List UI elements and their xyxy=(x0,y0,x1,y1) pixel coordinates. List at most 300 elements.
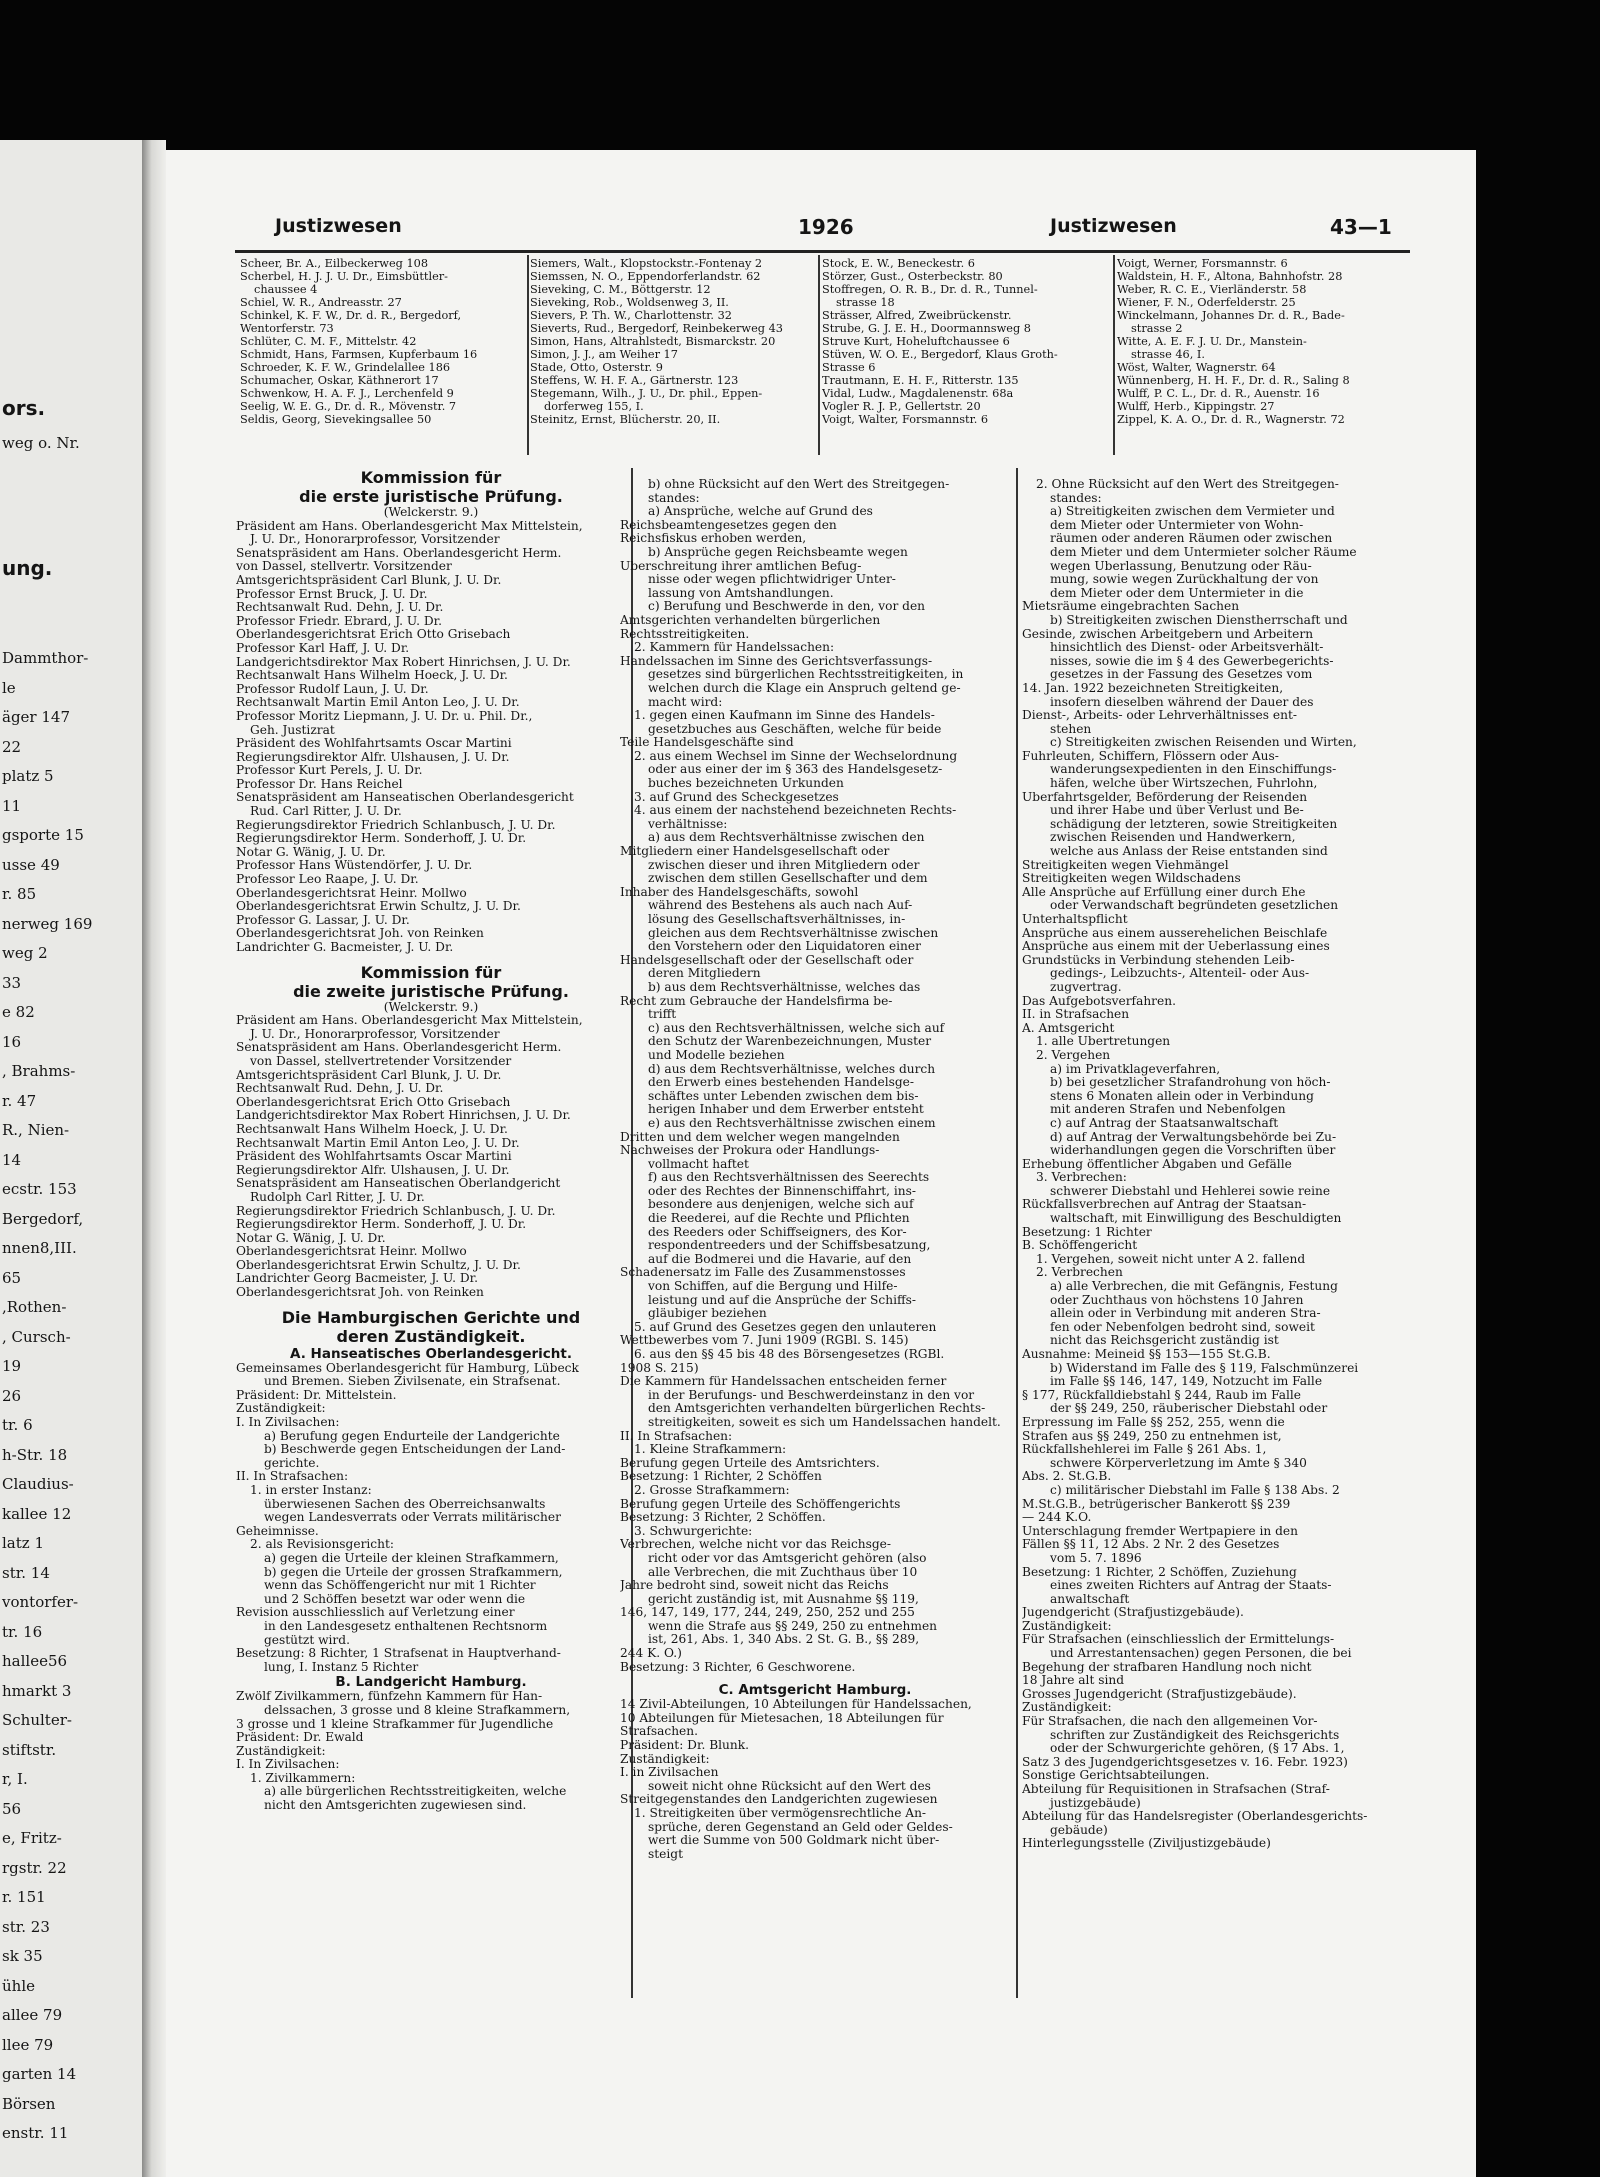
text-line: welchen durch die Klage ein Anspruch geltend ge- xyxy=(648,681,961,695)
text-line: Erpressung im Falle §§ 252, 255, wenn die xyxy=(1022,1415,1285,1429)
text-line: Zuständigkeit: xyxy=(1022,1619,1112,1633)
text-line: Grosses Jugendgericht (Strafjustizgebäude). xyxy=(1022,1687,1297,1701)
text-line: II. in Strafsachen xyxy=(1022,1008,1130,1022)
text-line: b) bei gesetzlicher Strafandrohung von höch- xyxy=(1050,1076,1331,1090)
text-line: vollmacht haftet xyxy=(648,1157,749,1171)
text-line: 3 grosse und 1 kleine Strafkammer für Jugendliche xyxy=(236,1717,554,1731)
scan-border-right xyxy=(1476,150,1600,2177)
member-entry: Senatspräsident am Hanseatischen Oberlandesgericht xyxy=(236,791,574,805)
directory-entry: Stade, Otto, Osterstr. 9 xyxy=(530,361,663,374)
text-line: b) aus dem Rechtsverhältnisse, welches das xyxy=(648,980,921,994)
member-entry: Professor Moritz Liepmann, J. U. Dr. u. Phil. Dr., xyxy=(236,709,533,723)
text-line: 18 Jahre alt sind xyxy=(1022,1674,1125,1688)
text-line: Unterschlagung fremder Wertpapiere in den xyxy=(1022,1524,1298,1538)
previous-page-fragment: 16 xyxy=(2,1032,22,1051)
text-line: standes: xyxy=(1050,491,1102,505)
header-left-title: Justizwesen xyxy=(275,215,402,237)
section-heading: Kommission für xyxy=(360,962,502,982)
directory-entry: Schinkel, K. F. W., Dr. d. R., Bergedorf, xyxy=(240,309,462,322)
text-line: standes: xyxy=(648,491,700,505)
text-line: mit anderen Strafen und Nebenfolgen xyxy=(1050,1103,1286,1117)
text-line: wegen Überlassung, Benutzung oder Räu- xyxy=(1050,559,1312,573)
text-line: besondere aus denjenigen, welche sich auf xyxy=(648,1198,914,1212)
text-line: nicht den Amtsgerichten zugewiesen sind. xyxy=(264,1799,527,1813)
text-line: häfen, welche über Wirtszechen, Fuhrlohn, xyxy=(1050,777,1318,791)
text-line: 1. alle Übertretungen xyxy=(1036,1035,1171,1049)
directory-entry: Seelig, W. E. G., Dr. d. R., Mövenstr. 7 xyxy=(240,400,457,413)
directory-entry: Sieveking, Rob., Woldsenweg 3, II. xyxy=(530,296,729,309)
directory-entry: Seldis, Georg, Sievekingsallee 50 xyxy=(240,413,432,426)
text-line: a) gegen die Urteile der kleinen Strafkammern, xyxy=(264,1551,559,1565)
text-line: nisse oder wegen pflichtwidriger Unter- xyxy=(648,573,896,587)
member-entry: Landgerichtsdirektor Max Robert Hinrichsen, J. U. Dr. xyxy=(236,1109,571,1123)
directory-entry: Siemers, Walt., Klopstockstr.-Fontenay 2 xyxy=(530,257,763,270)
text-line: oder Zuchthaus von höchstens 10 Jahren xyxy=(1050,1293,1304,1307)
member-entry: Oberlandesgerichtsrat Erwin Schultz, J. U. Dr. xyxy=(236,900,521,914)
text-line: gericht zuständig ist, mit Ausnahme §§ 119, xyxy=(648,1592,919,1606)
previous-page-fragment: kallee 12 xyxy=(2,1504,72,1523)
member-entry: Oberlandesgerichtsrat Erich Otto Grisebach xyxy=(236,628,511,642)
text-line: lassung von Amtshandlungen. xyxy=(648,586,834,600)
text-line: Präsident: Dr. Blunk. xyxy=(620,1739,750,1753)
member-entry: Präsident des Wohlfahrtsamts Oscar Martini xyxy=(236,737,512,751)
text-line: a) alle bürgerlichen Rechtsstreitigkeiten, welche xyxy=(264,1785,567,1799)
member-entry: J. U. Dr., Honorarprofessor, Vorsitzender xyxy=(250,533,500,547)
text-line: II. In Strafsachen: xyxy=(236,1470,349,1484)
text-line: Dienst-, Arbeits- oder Lehrverhältnisses ent- xyxy=(1022,709,1297,723)
section-address: (Welckerstr. 9.) xyxy=(383,1000,479,1014)
directory-entry: strasse 18 xyxy=(836,296,895,309)
member-entry: Professor G. Lassar, J. U. Dr. xyxy=(236,913,410,927)
book-gutter xyxy=(142,140,166,2177)
text-line: Reichsfiskus erhoben werden, xyxy=(620,532,807,546)
previous-page-fragment: ühle xyxy=(2,1976,35,1995)
previous-page-fragment: , Brahms- xyxy=(2,1062,76,1080)
member-entry: Professor Kurt Perels, J. U. Dr. xyxy=(236,764,423,778)
text-line: die Reederei, auf die Rechte und Pflichten xyxy=(648,1212,910,1226)
previous-page-fragment: 11 xyxy=(2,796,22,815)
member-entry: Amtsgerichtspräsident Carl Blunk, J. U. Dr. xyxy=(236,573,502,587)
text-line: Rückfallshehlerei im Falle § 261 Abs. 1, xyxy=(1022,1443,1267,1457)
directory-entry: Vogler R. J. P., Gellertstr. 20 xyxy=(822,400,981,413)
member-entry: Geh. Justizrat xyxy=(250,723,335,737)
directory-entry: Simon, Hans, Altrahlstedt, Bismarckstr. 20 xyxy=(530,335,776,348)
directory-entry: Simon, J. J., am Weiher 17 xyxy=(530,348,678,361)
text-line: Amtsgerichten verhandelten bürgerlichen xyxy=(620,613,881,627)
text-line: 2. als Revisionsgericht: xyxy=(250,1538,394,1552)
text-line: 3. Schwurgerichte: xyxy=(634,1524,753,1538)
text-line: waltschaft, mit Einwilligung des Beschuldigten xyxy=(1050,1212,1342,1226)
text-line: 3. Verbrechen: xyxy=(1036,1171,1127,1185)
previous-page-fragment: gsporte 15 xyxy=(2,826,84,844)
text-line: und Arrestantensachen) gegen Personen, die bei xyxy=(1050,1647,1352,1661)
previous-page-fragment: hallee56 xyxy=(2,1652,68,1670)
section-heading: Kommission für xyxy=(360,468,502,487)
text-line: überwiesenen Sachen des Oberreichsanwalts xyxy=(264,1497,546,1511)
previous-page-fragment: r. 151 xyxy=(2,1888,46,1906)
text-line: I. In Zivilsachen: xyxy=(236,1758,340,1772)
text-line: Berufung gegen Urteile des Amtsrichters. xyxy=(620,1456,880,1470)
member-entry: Oberlandesgerichtsrat Heinr. Mollwo xyxy=(236,886,467,900)
section-heading: die zweite juristische Prüfung. xyxy=(293,981,569,1001)
text-line: b) gegen die Urteile der grossen Strafkammern, xyxy=(264,1565,563,1579)
member-entry: Rudolph Carl Ritter, J. U. Dr. xyxy=(250,1190,425,1204)
text-line: macht wird: xyxy=(648,695,723,709)
text-line: 5. auf Grund des Gesetzes gegen den unlauteren xyxy=(634,1320,937,1334)
text-line: Zwölf Zivilkammern, fünfzehn Kammern für Han- xyxy=(236,1690,543,1704)
directory-entry: chaussee 4 xyxy=(254,283,318,296)
previous-page-fragment: platz 5 xyxy=(2,767,54,785)
text-line: Handelsgesellschaft oder der Gesellschaft oder xyxy=(620,953,914,967)
text-line: streitigkeiten, soweit es sich um Handelssachen handelt. xyxy=(648,1415,1001,1429)
text-line: schädigung der letzteren, sowie Streitigkeiten xyxy=(1050,817,1338,831)
text-line: a) aus dem Rechtsverhältnisse zwischen den xyxy=(648,831,925,845)
text-line: hinsichtlich des Dienst- oder Arbeitsverhält- xyxy=(1050,641,1324,655)
text-line: welche aus Anlass der Reise entstanden sind xyxy=(1050,845,1328,859)
directory-entry: Strasse 6 xyxy=(822,361,876,374)
text-line: lösung des Gesellschaftsverhältnisses, in- xyxy=(648,913,906,926)
member-entry: Rechtsanwalt Martin Emil Anton Leo, J. U. Dr. xyxy=(236,1136,520,1150)
text-line: des Reeders oder Schiffseigners, des Kor- xyxy=(648,1225,907,1239)
member-entry: Regierungsdirektor Friedrich Schlanbusch, J. U. Dr. xyxy=(236,1204,556,1218)
previous-page-fragment: äger 147 xyxy=(2,708,70,726)
text-line: Sonstige Gerichtsabteilungen. xyxy=(1022,1769,1210,1783)
previous-page-fragment: h-Str. 18 xyxy=(2,1445,68,1464)
member-entry: Rechtsanwalt Hans Wilhelm Hoeck, J. U. Dr. xyxy=(236,669,508,683)
text-line: allein oder in Verbindung mit anderen Stra- xyxy=(1050,1307,1321,1321)
right-column xyxy=(1022,478,1414,1851)
member-entry: Präsident am Hans. Oberlandesgericht Max Mittelstein, xyxy=(236,1014,583,1028)
text-line: Reichsbeamtengesetzes gegen den xyxy=(620,518,837,532)
previous-page-fragment: 22 xyxy=(2,737,22,756)
text-line: § 177, Rückfalldiebstahl § 244, Raub im Falle xyxy=(1022,1388,1301,1402)
text-line: Jugendgericht (Strafjustizgebäude). xyxy=(1022,1606,1244,1620)
directory-entry: dorferweg 155, I. xyxy=(544,400,644,413)
section-heading: die erste juristische Prüfung. xyxy=(299,487,563,506)
previous-page-edge xyxy=(0,140,142,2177)
directory-column-2 xyxy=(530,257,815,426)
text-line: II. In Strafsachen: xyxy=(620,1429,733,1443)
text-line: auf die Bodmerei und die Havarie, auf den xyxy=(648,1252,912,1266)
text-line: 6. aus den §§ 45 bis 48 des Börsengesetzes (RGBl. xyxy=(634,1348,945,1361)
text-line: insofern dieselben während der Dauer des xyxy=(1050,695,1314,709)
previous-page-fragment: weg 2 xyxy=(2,944,48,962)
text-line: vom 5. 7. 1896 xyxy=(1050,1551,1142,1565)
text-line: nicht das Reichsgericht zuständig ist xyxy=(1050,1334,1279,1348)
text-line: d) auf Antrag der Verwaltungsbehörde bei Zu- xyxy=(1050,1130,1337,1144)
page-header xyxy=(170,215,1410,249)
text-line: 1. in erster Instanz: xyxy=(250,1484,372,1497)
previous-page-fragment: le xyxy=(2,678,16,697)
text-line: 1. Streitigkeiten über vermögensrechtliche An- xyxy=(634,1807,927,1820)
text-line: Besetzung: 3 Richter, 2 Schöffen. xyxy=(620,1511,826,1525)
previous-page-fragment: 65 xyxy=(2,1268,22,1287)
text-line: zwischen Reisenden und Handwerkern, xyxy=(1050,831,1296,845)
previous-page-fragment: stiftstr. xyxy=(2,1740,57,1759)
member-entry: Notar G. Wänig, J. U. Dr. xyxy=(236,1231,386,1245)
text-line: Erhebung öffentlicher Abgaben und Gefälle xyxy=(1022,1157,1292,1171)
text-line: sprüche, deren Gegenstand an Geld oder Geldes- xyxy=(648,1820,953,1834)
previous-page-fragment: 26 xyxy=(2,1386,22,1405)
text-line: Fällen §§ 11, 12 Abs. 2 Nr. 2 des Gesetzes xyxy=(1022,1538,1280,1552)
text-line: wegen Landesverrats oder Verrats militärischer xyxy=(264,1511,561,1525)
directory-column-3 xyxy=(822,257,1112,426)
text-line: richt oder vor das Amtsgericht gehören (also xyxy=(648,1551,927,1565)
text-line: Nachweises der Prokura oder Handlungs- xyxy=(620,1144,880,1158)
member-entry: Regierungsdirektor Friedrich Schlanbusch, J. U. Dr. xyxy=(236,818,556,832)
text-line: 2. Kammern für Handelssachen: xyxy=(634,641,835,655)
member-entry: Notar G. Wänig, J. U. Dr. xyxy=(236,845,386,859)
text-line: 2. aus einem Wechsel im Sinne der Wechselordnung xyxy=(634,749,958,763)
text-line: Strafsachen. xyxy=(620,1725,698,1739)
text-line: Geheimnisse. xyxy=(236,1524,319,1538)
text-line: Präsident: Dr. Ewald xyxy=(236,1731,364,1745)
text-line: Berufung gegen Urteile des Schöffengerichts xyxy=(620,1497,901,1511)
directory-entry: Störzer, Gust., Osterbeckstr. 80 xyxy=(822,270,1003,283)
directory-entry: Schroeder, K. F. W., Grindelallee 186 xyxy=(240,361,451,374)
member-entry: Oberlandesgerichtsrat Erich Otto Grisebach xyxy=(236,1095,511,1109)
member-entry: Professor Karl Haff, J. U. Dr. xyxy=(236,641,410,655)
member-entry: Professor Leo Raape, J. U. Dr. xyxy=(236,873,419,887)
text-line: schriften zur Zuständigkeit des Reichsgerichts xyxy=(1050,1728,1340,1742)
member-entry: Oberlandesgerichtsrat Erwin Schultz, J. U. Dr. xyxy=(236,1258,521,1272)
text-line: lung, I. Instanz 5 Richter xyxy=(264,1660,419,1674)
previous-page-fragment: R., Nien- xyxy=(2,1121,70,1139)
text-line: a) Berufung gegen Endurteile der Landgerichte xyxy=(264,1429,560,1443)
text-line: und Bremen. Sieben Zivilsenate, ein Strafsenat. xyxy=(264,1375,561,1389)
text-line: 1. gegen einen Kaufmann im Sinne des Handels- xyxy=(634,709,935,723)
member-entry: Rud. Carl Ritter, J. U. Dr. xyxy=(250,805,402,819)
text-line: Mietsräume eingebrachten Sachen xyxy=(1022,600,1240,614)
member-entry: Rechtsanwalt Rud. Dehn, J. U. Dr. xyxy=(236,1082,444,1096)
text-line: nisses, sowie die im § 4 des Gewerbegerichts- xyxy=(1050,654,1334,668)
previous-page-fragment: Dammthor- xyxy=(2,649,89,667)
directory-entry: Sieveking, C. M., Böttgerstr. 12 xyxy=(530,283,711,296)
directory-column-1 xyxy=(240,257,525,426)
text-line: schäftes unter Lebenden zwischen dem bis- xyxy=(648,1089,919,1103)
text-line: trifft xyxy=(648,1008,677,1022)
text-line: 2. Ohne Rücksicht auf den Wert des Streitgegen- xyxy=(1036,478,1339,491)
text-line: Alle Ansprüche auf Erfüllung einer durch Ehe xyxy=(1022,885,1306,899)
text-line: Ausnahme: Meineid §§ 153—155 St.G.B. xyxy=(1022,1348,1271,1361)
text-line: Zuständigkeit: xyxy=(236,1744,326,1758)
directory-entry: Sievers, P. Th. W., Charlottenstr. 32 xyxy=(530,309,732,322)
text-line: leistung und auf die Ansprüche der Schiffs- xyxy=(648,1293,917,1307)
directory-entry: Witte, A. E. F. J. U. Dr., Manstein- xyxy=(1117,335,1307,348)
text-line: 14 Zivil-Abteilungen, 10 Abteilungen für Handelssachen, xyxy=(620,1698,972,1712)
section-heading: Die Hamburgischen Gerichte und xyxy=(281,1307,581,1327)
previous-page-fragment: garten 14 xyxy=(2,2065,77,2083)
text-line: justizgebäude) xyxy=(1050,1796,1141,1810)
text-line: schwere Körperverletzung im Amte § 340 xyxy=(1050,1456,1307,1470)
text-line: den Vorstehern oder den Liquidatoren einer xyxy=(648,940,921,954)
column-divider xyxy=(1113,255,1115,455)
header-page-number: 43—1 xyxy=(1330,215,1392,239)
text-line: Teile Handelsgeschäfte sind xyxy=(620,736,794,750)
directory-entry: Struve Kurt, Hoheluftchaussee 6 xyxy=(822,335,1010,348)
text-line: Inhaber des Handelsgeschäfts, sowohl xyxy=(620,885,859,899)
text-line: wert die Summe von 500 Goldmark nicht über- xyxy=(648,1834,940,1848)
court-heading: A. Hanseatisches Oberlandesgericht. xyxy=(290,1345,572,1362)
text-line: Präsident: Dr. Mittelstein. xyxy=(236,1388,397,1402)
text-line: I. In Zivilsachen: xyxy=(236,1416,340,1430)
text-line: b) Streitigkeiten zwischen Dienstherrschaft und xyxy=(1050,613,1348,627)
text-line: b) Ansprüche gegen Reichsbeamte wegen xyxy=(648,545,908,559)
directory-entry: Schwenkow, H. A. F. J., Lerchenfeld 9 xyxy=(240,387,454,400)
text-line: Besetzung: 3 Richter, 6 Geschworene. xyxy=(620,1660,856,1674)
previous-page-fragment: Claudius- xyxy=(2,1475,74,1493)
directory-entry: Weber, R. C. E., Vierländerstr. 58 xyxy=(1117,283,1307,296)
text-line: zwischen dem stillen Gesellschafter und dem xyxy=(648,872,928,886)
text-line: zwischen dieser und ihren Mitgliedern oder xyxy=(648,858,920,872)
text-line: Hinterlegungsstelle (Ziviljustizgebäude) xyxy=(1022,1837,1271,1851)
previous-page-fragment: 19 xyxy=(2,1357,22,1375)
member-entry: Rechtsanwalt Rud. Dehn, J. U. Dr. xyxy=(236,601,444,615)
text-line: gläubiger beziehen xyxy=(648,1307,767,1321)
previous-page-fragment: enstr. 11 xyxy=(2,2124,69,2142)
previous-page-fragment: r. 47 xyxy=(2,1091,37,1110)
text-line: Revision ausschliesslich auf Verletzung einer xyxy=(236,1606,515,1620)
column-divider xyxy=(818,255,820,455)
directory-entry: Stegemann, Wilh., J. U., Dr. phil., Eppen- xyxy=(530,387,763,400)
text-line: oder aus einer der im § 363 des Handelsgesetz- xyxy=(648,763,943,777)
text-line: gebäude) xyxy=(1050,1823,1108,1837)
text-line: Begehung der strafbaren Handlung noch nicht xyxy=(1022,1660,1312,1674)
text-line: mung, sowie wegen Zurückhaltung der von xyxy=(1050,573,1319,587)
directory-entry: Wöst, Walter, Wagnerstr. 64 xyxy=(1117,361,1276,374)
previous-page-fragment: Börsen xyxy=(2,2094,56,2113)
member-entry: Landgerichtsdirektor Max Robert Hinrichsen, J. U. Dr. xyxy=(236,655,571,669)
member-entry: Landrichter Georg Bacmeister, J. U. Dr. xyxy=(236,1272,479,1286)
section-heading: deren Zuständigkeit. xyxy=(336,1326,526,1346)
middle-column xyxy=(620,478,1010,1861)
text-line: 4. aus einem der nachstehend bezeichneten Rechts- xyxy=(634,804,957,818)
scan-border-top xyxy=(100,0,1600,150)
text-line: Überschreitung ihrer amtlichen Befug- xyxy=(620,559,862,573)
previous-page-fragment: ,Rothen- xyxy=(2,1298,67,1316)
member-entry: Professor Rudolf Laun, J. U. Dr. xyxy=(236,682,429,696)
text-line: Abteilung für Requisitionen in Strafsachen (Straf- xyxy=(1022,1783,1330,1796)
text-line: räumen oder anderen Räumen oder zwischen xyxy=(1050,532,1333,546)
text-line: dem Mieter und dem Untermieter solcher Räume xyxy=(1050,545,1357,559)
directory-entry: Stoffregen, O. R. B., Dr. d. R., Tunnel- xyxy=(822,283,1038,296)
text-line: Gesinde, zwischen Arbeitgebern und Arbeitern xyxy=(1022,627,1314,641)
text-line: Besetzung: 1 Richter xyxy=(1022,1225,1152,1239)
text-line: Abs. 2. St.G.B. xyxy=(1022,1470,1112,1484)
court-heading: C. Amtsgericht Hamburg. xyxy=(718,1682,912,1699)
text-line: der §§ 249, 250, räuberischer Diebstahl oder xyxy=(1050,1402,1328,1416)
previous-page-fragment: Bergedorf, xyxy=(2,1209,84,1228)
text-line: Handelssachen im Sinne des Gerichtsverfassungs- xyxy=(620,654,933,668)
previous-page-fragment: vontorfer- xyxy=(2,1593,79,1611)
text-line: gerichte. xyxy=(264,1456,320,1470)
member-entry: von Dassel, stellvertretender Vorsitzender xyxy=(250,1054,512,1068)
previous-page-fragment: usse 49 xyxy=(2,855,60,874)
member-entry: von Dassel, stellvertr. Vorsitzender xyxy=(236,560,452,574)
text-line: respondentreeders und der Schiffsbesatzung, xyxy=(648,1239,931,1253)
previous-page-fragment: 14 xyxy=(2,1150,22,1169)
text-line: Grundstücks in Verbindung stehenden Leib- xyxy=(1022,953,1295,967)
text-line: soweit nicht ohne Rücksicht auf den Wert des xyxy=(648,1779,931,1793)
text-line: während des Bestehens als auch nach Auf- xyxy=(648,899,913,913)
member-entry: Professor Hans Wüstendörfer, J. U. Dr. xyxy=(236,859,473,873)
text-line: Mitgliedern einer Handelsgesellschaft oder xyxy=(620,845,890,859)
text-line: 14. Jan. 1922 bezeichneten Streitigkeiten, xyxy=(1022,681,1284,695)
member-entry: Amtsgerichtspräsident Carl Blunk, J. U. Dr. xyxy=(236,1068,502,1082)
text-line: und 2 Schöffen besetzt war oder wenn die xyxy=(264,1592,526,1606)
directory-entry: Sieverts, Rud., Bergedorf, Reinbekerweg 43 xyxy=(530,322,783,335)
text-line: und ihrer Habe und über Verlust und Be- xyxy=(1050,804,1304,818)
text-line: oder der Schwurgerichte gehören, (§ 17 Abs. 1, xyxy=(1050,1742,1345,1756)
text-line: gesetzbuches aus Geschäften, welche für beide xyxy=(648,722,942,736)
text-line: herigen Inhaber und dem Erwerber entsteht xyxy=(648,1103,924,1117)
text-line: a) Ansprüche, welche auf Grund des xyxy=(648,505,873,519)
text-line: im Falle §§ 146, 147, 149, Notzucht im Falle xyxy=(1050,1375,1323,1389)
text-line: Besetzung: 1 Richter, 2 Schöffen xyxy=(620,1470,822,1484)
member-entry: Regierungsdirektor Herm. Sonderhoff, J. U. Dr. xyxy=(236,1218,527,1232)
directory-entry: strasse 2 xyxy=(1131,322,1183,335)
previous-page-fragment: ors. xyxy=(2,396,46,420)
member-entry: Senatspräsident am Hans. Oberlandesgericht Herm. xyxy=(236,1041,562,1055)
directory-entry: Stock, E. W., Beneckestr. 6 xyxy=(822,257,975,270)
text-line: ist, 261, Abs. 1, 340 Abs. 2 St. G. B., §§ 289, xyxy=(648,1633,920,1647)
text-line: Zuständigkeit: xyxy=(620,1752,710,1766)
member-entry: Präsident des Wohlfahrtsamts Oscar Martini xyxy=(236,1150,512,1164)
directory-entry: Trautmann, E. H. F., Ritterstr. 135 xyxy=(822,374,1019,387)
text-line: steigt xyxy=(648,1847,683,1861)
text-line: alle Verbrechen, die mit Zuchthaus über 10 xyxy=(648,1565,918,1579)
text-line: Streitigkeiten wegen Viehmängel xyxy=(1022,858,1229,872)
previous-page-fragment: Schulter- xyxy=(2,1711,72,1729)
text-line: A. Amtsgericht xyxy=(1022,1021,1115,1035)
text-line: c) militärischer Diebstahl im Falle § 138 Abs. 2 xyxy=(1050,1483,1340,1497)
text-line: Überfahrtsgelder, Beförderung der Reisenden xyxy=(1022,790,1308,804)
left-column xyxy=(236,468,626,1813)
text-line: Gemeinsames Oberlandesgericht für Hamburg, Lübeck xyxy=(236,1361,579,1375)
text-line: dem Mieter oder Untermieter von Wohn- xyxy=(1050,518,1304,532)
text-line: 3. auf Grund des Scheckgesetzes xyxy=(634,790,839,804)
text-line: Streitigkeiten wegen Wildschadens xyxy=(1022,872,1241,886)
directory-entry: Voigt, Werner, Forsmannstr. 6 xyxy=(1117,257,1288,270)
text-line: buches bezeichneten Urkunden xyxy=(648,777,844,791)
text-line: 1. Kleine Strafkammern: xyxy=(634,1443,787,1457)
text-line: M.St.G.B., betrügerischer Bankerott §§ 239 xyxy=(1022,1497,1291,1511)
text-line: b) Beschwerde gegen Entscheidungen der Land- xyxy=(264,1443,566,1457)
text-line: deren Mitgliedern xyxy=(648,967,761,981)
text-line: c) auf Antrag der Staatsanwaltschaft xyxy=(1050,1116,1279,1130)
member-entry: Oberlandesgerichtsrat Joh. von Reinken xyxy=(236,1286,484,1300)
text-line: wenn das Schöffengericht nur mit 1 Richter xyxy=(264,1579,536,1593)
directory-entry: Zippel, K. A. O., Dr. d. R., Wagnerstr. 72 xyxy=(1117,413,1345,426)
member-entry: Oberlandesgerichtsrat Joh. von Reinken xyxy=(236,927,484,941)
member-entry: Professor Dr. Hans Reichel xyxy=(236,777,403,791)
text-line: 1. Zivilkammern: xyxy=(250,1771,356,1785)
previous-page-fragment: 33 xyxy=(2,973,22,992)
text-line: a) Streitigkeiten zwischen dem Vermieter und xyxy=(1050,505,1335,519)
previous-page-fragment: e 82 xyxy=(2,1003,35,1021)
text-line: b) Widerstand im Falle des § 119, Falschmünzerei xyxy=(1050,1361,1359,1375)
text-line: fen oder Nebenfolgen bedroht sind, soweit xyxy=(1050,1320,1315,1334)
text-line: Dritten und dem welcher wegen mangelnden xyxy=(620,1130,900,1144)
text-line: Besetzung: 8 Richter, 1 Strafsenat in Hauptverhand- xyxy=(236,1647,561,1661)
previous-page-fragment: ecstr. 153 xyxy=(2,1180,77,1198)
directory-column-4 xyxy=(1117,257,1412,426)
previous-page-fragment: r, I. xyxy=(2,1770,28,1788)
court-heading: B. Landgericht Hamburg. xyxy=(335,1674,527,1691)
text-line: Unterhaltspflicht xyxy=(1022,913,1128,926)
text-line: e) aus den Rechtsverhältnisse zwischen einem xyxy=(648,1116,936,1130)
text-line: Wettbewerbes vom 7. Juni 1909 (RGBl. S. 145) xyxy=(620,1334,909,1348)
